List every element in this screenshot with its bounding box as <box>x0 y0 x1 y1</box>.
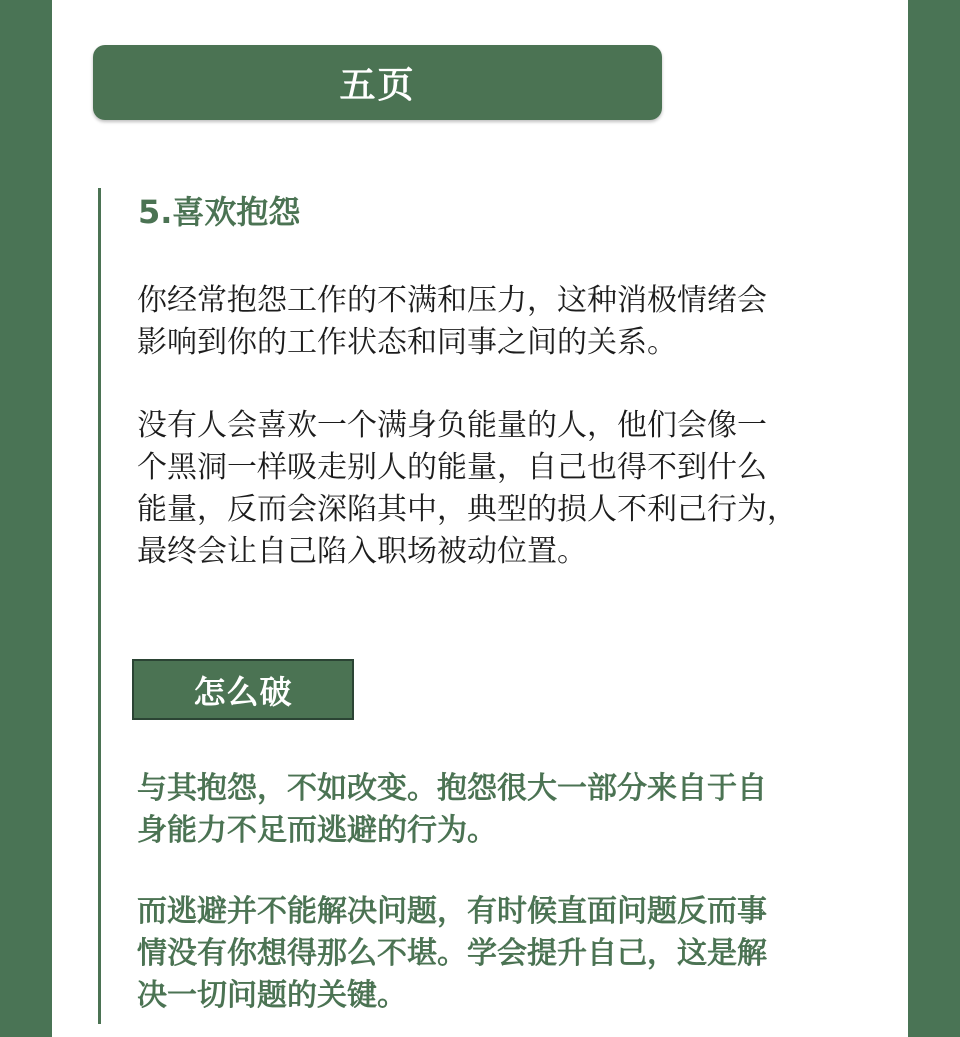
content-card <box>52 0 908 1037</box>
section-title: 5.喜欢抱怨 <box>138 193 301 231</box>
solution-label-text: 怎么破 <box>193 672 293 711</box>
section-paragraph-1: 你经常抱怨工作的不满和压力，这种消极情绪会 影响到你的工作状态和同事之间的关系。 <box>137 283 767 360</box>
solution-paragraph-1: 与其抱怨，不如改变。抱怨很大一部分来自于自 身能力不足而逃避的行为。 <box>137 771 767 848</box>
left-accent-rule <box>98 188 101 1024</box>
page-banner <box>93 45 662 120</box>
solution-paragraph-2: 而逃避并不能解决问题，有时候直面问题反而事 情没有你想得那么不堪。学会提升自己，这是解 决一切问题的关键。 <box>137 894 767 1013</box>
page-label: 五页 <box>339 65 416 106</box>
solution-label <box>132 659 354 720</box>
section-paragraph-2: 没有人会喜欢一个满身负能量的人，他们会像一 个黑洞一样吸走别人的能量，自己也得不到什么 能量，反而会深陷其中，典型的损人不利己行为， 最终会让自己陷入职场被动位置。 <box>137 408 797 569</box>
